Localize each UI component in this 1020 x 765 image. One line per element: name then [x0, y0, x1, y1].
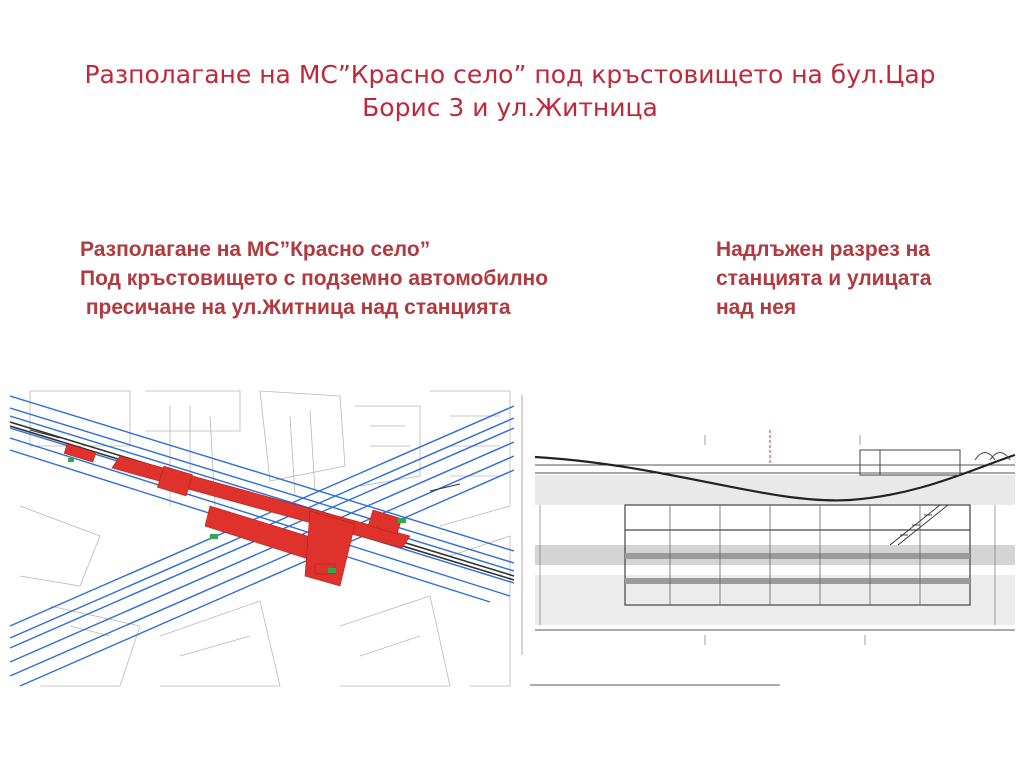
section-caption-line-1: Надлъжен разрез на [716, 238, 930, 261]
slide-title-line-2: Борис 3 и ул.Житница [362, 93, 658, 122]
section-caption [716, 235, 931, 322]
longitudinal-section-drawing [520, 395, 1020, 695]
plan-caption-line-1: Разполагане на МС”Красно село” [80, 238, 431, 261]
slide-title-line-1: Разполагане на МС”Красно село” под кръстовището на бул.Цар [84, 60, 936, 89]
station-plan-drawing [10, 386, 514, 692]
plan-caption-line-2: Под кръстовището с подземно автомобилно [80, 267, 549, 290]
section-caption-line-3: над нея [716, 296, 797, 319]
plan-caption-line-3: пресичане на ул.Житница над станцията [80, 296, 511, 319]
soil-band-top [535, 475, 1015, 505]
section-caption-line-2: станцията и улицата [716, 267, 932, 290]
plan-caption [80, 235, 548, 322]
slide-title [60, 58, 960, 124]
